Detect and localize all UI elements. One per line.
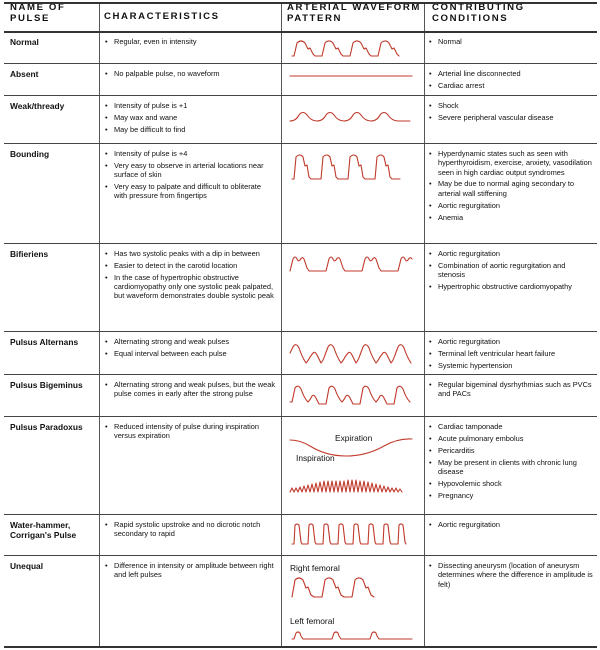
characteristics-list bbox=[104, 422, 276, 443]
respiration-curve bbox=[290, 436, 414, 460]
pulse-name: Pulsus Bigeminus bbox=[10, 380, 83, 390]
header-characteristics: CHARACTERISTICS bbox=[104, 11, 220, 22]
right-femoral-waveform bbox=[292, 575, 402, 601]
table-row-normal bbox=[4, 31, 597, 63]
list-item: • Cardiac arrest bbox=[428, 81, 593, 90]
pulsus-paradoxus-waveform bbox=[290, 478, 414, 496]
list-item: • Intensity of pulse is +4 bbox=[104, 149, 276, 158]
list-item: • In the case of hypertrophic obstructive cardiomyopathy only one systolic peak palpated, but waveform demonstrates double systolic peak bbox=[104, 273, 276, 301]
list-item: • Hypertrophic obstructive cardiomyopathy bbox=[428, 282, 593, 291]
characteristics-list bbox=[104, 149, 276, 203]
list-item: • Aortic regurgitation bbox=[428, 520, 593, 529]
list-item: • Hypovolemic shock bbox=[428, 479, 593, 488]
list-item: • Hyperdynamic states such as seen with hyperthyroidism, exercise, anxiety, vasodilation seen in high cardiac output syndromes bbox=[428, 149, 593, 177]
pulse-name: Unequal bbox=[10, 561, 44, 571]
list-item: • Terminal left ventricular heart failure bbox=[428, 349, 593, 358]
list-item: • Equal interval between each pulse bbox=[104, 349, 276, 358]
list-item: • Difference in intensity or amplitude between right and left pulses bbox=[104, 561, 276, 580]
pulse-name: Pulsus Paradoxus bbox=[10, 422, 83, 432]
list-item: • Combination of aortic regurgitation and stenosis bbox=[428, 261, 593, 280]
list-item: • Aortic regurgitation bbox=[428, 249, 593, 258]
list-item: • Aortic regurgitation bbox=[428, 337, 593, 346]
left-femoral-label: Left femoral bbox=[290, 616, 335, 626]
conditions-list bbox=[428, 561, 593, 591]
table-row-bounding bbox=[4, 143, 597, 243]
list-item: • Intensity of pulse is +1 bbox=[104, 101, 276, 110]
list-item: • Very easy to palpate and difficult to obliterate with pressure from fingertips bbox=[104, 182, 276, 201]
weak-thready-waveform bbox=[290, 105, 412, 125]
table-row-bifieriens bbox=[4, 243, 597, 331]
list-item: • No palpable pulse, no waveform bbox=[104, 69, 276, 78]
table-row-absent bbox=[4, 63, 597, 95]
table-bottom-border bbox=[4, 646, 597, 648]
characteristics-list bbox=[104, 69, 276, 81]
absent-waveform bbox=[290, 73, 414, 79]
characteristics-list bbox=[104, 101, 276, 137]
characteristics-list bbox=[104, 520, 276, 541]
pulsus-alternans-waveform bbox=[290, 339, 414, 369]
conditions-list bbox=[428, 69, 593, 93]
table-row-pulsus-bigeminus bbox=[4, 374, 597, 416]
conditions-list bbox=[428, 337, 593, 373]
list-item: • Regular bigeminal dysrhythmias such as PVCs and PACs bbox=[428, 380, 593, 399]
list-item: • Severe peripheral vascular disease bbox=[428, 113, 593, 122]
conditions-list bbox=[428, 520, 593, 532]
list-item: • Pregnancy bbox=[428, 491, 593, 500]
expiration-label: Expiration bbox=[335, 433, 373, 443]
pulse-name: Absent bbox=[10, 69, 39, 79]
characteristics-list bbox=[104, 337, 276, 361]
characteristics-list bbox=[104, 380, 276, 401]
list-item: • Reduced intensity of pulse during inspiration versus expiration bbox=[104, 422, 276, 441]
water-hammer-waveform bbox=[292, 522, 412, 548]
list-item: • Cardiac tamponade bbox=[428, 422, 593, 431]
conditions-list bbox=[428, 101, 593, 125]
list-item: • Normal bbox=[428, 37, 593, 46]
conditions-list bbox=[428, 380, 593, 401]
table-row-water-hammer bbox=[4, 514, 597, 555]
conditions-list bbox=[428, 249, 593, 294]
list-item: • Alternating strong and weak pulses, but the weak pulse comes in early after the strong pulse bbox=[104, 380, 276, 399]
characteristics-list bbox=[104, 249, 276, 303]
inspiration-label: Inspiration bbox=[296, 453, 335, 463]
list-item: • Shock bbox=[428, 101, 593, 110]
table-row-pulsus-paradoxus bbox=[4, 416, 597, 514]
list-item: • May wax and wane bbox=[104, 113, 276, 122]
list-item: • Easier to detect in the carotid location bbox=[104, 261, 276, 270]
list-item: • Systemic hypertension bbox=[428, 361, 593, 370]
pulse-name: Weak/thready bbox=[10, 101, 65, 111]
left-femoral-waveform bbox=[292, 627, 414, 643]
bifieriens-waveform bbox=[290, 253, 414, 275]
list-item: • Rapid systolic upstroke and no dicrotic notch secondary to rapid bbox=[104, 520, 276, 539]
pulsus-bigeminus-waveform bbox=[290, 382, 414, 410]
list-item: • May be due to normal aging secondary to arterial wall stiffening bbox=[428, 179, 593, 198]
list-item: • Very easy to observe in arterial locations near surface of skin bbox=[104, 161, 276, 180]
table-row-unequal bbox=[4, 555, 597, 646]
header-name-of-pulse: NAME OF PULSE bbox=[10, 2, 66, 24]
pulse-table bbox=[4, 2, 597, 648]
table-row-weak-thready bbox=[4, 95, 597, 143]
pulse-name: Normal bbox=[10, 37, 39, 47]
list-item: • Regular, even in intensity bbox=[104, 37, 276, 46]
right-femoral-label: Right femoral bbox=[290, 563, 340, 573]
list-item: • Has two systolic peaks with a dip in between bbox=[104, 249, 276, 258]
list-item: • Pericarditis bbox=[428, 446, 593, 455]
list-item: • May be difficult to find bbox=[104, 125, 276, 134]
list-item: • Aortic regurgitation bbox=[428, 201, 593, 210]
list-item: • Acute pulmonary embolus bbox=[428, 434, 593, 443]
pulse-name: Bounding bbox=[10, 149, 50, 159]
conditions-list bbox=[428, 37, 593, 49]
characteristics-list bbox=[104, 561, 276, 582]
characteristics-list bbox=[104, 37, 276, 49]
pulse-name: Bifieriens bbox=[10, 249, 49, 259]
table-row-pulsus-alternans bbox=[4, 331, 597, 374]
table-top-border bbox=[4, 2, 597, 4]
header-contributing-conditions: CONTRIBUTING CONDITIONS bbox=[432, 2, 525, 24]
list-item: • Dissecting aneurysm (location of aneurysm determines where the difference in amplitude is felt) bbox=[428, 561, 593, 589]
normal-waveform bbox=[292, 38, 410, 60]
pulse-name: Water-hammer, Corrigan's Pulse bbox=[10, 520, 77, 540]
bounding-waveform bbox=[292, 153, 410, 183]
pulse-name: Pulsus Alternans bbox=[10, 337, 79, 347]
list-item: • Alternating strong and weak pulses bbox=[104, 337, 276, 346]
header-arterial-waveform-pattern: ARTERIAL WAVEFORM PATTERN bbox=[287, 2, 421, 24]
list-item: • Arterial line disconnected bbox=[428, 69, 593, 78]
list-item: • Anemia bbox=[428, 213, 593, 222]
conditions-list bbox=[428, 422, 593, 503]
list-item: • May be present in clients with chronic lung disease bbox=[428, 458, 593, 477]
conditions-list bbox=[428, 149, 593, 224]
